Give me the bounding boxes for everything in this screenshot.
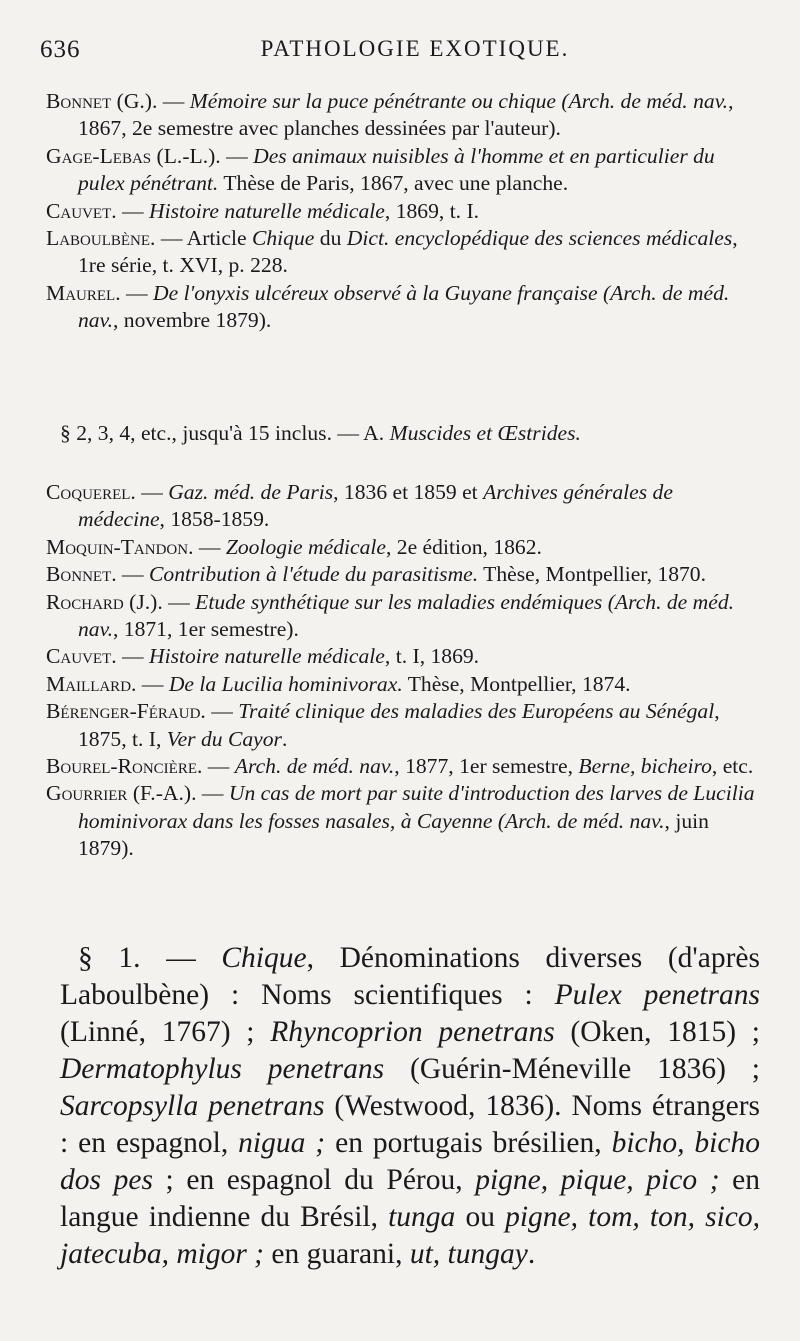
entry-title-text: Traité clinique des maladies des Européens au Sénégal [238,699,715,724]
entry-author: Cauvet. [46,644,117,669]
entry-dash: — [202,754,235,779]
entry-author: Maurel. [46,280,121,305]
bibliography-list-2 [46,479,758,863]
entry-title-text: De la Lucilia hominivorax. [168,671,403,696]
body-text-run: en portugais brésilien, [325,1127,612,1159]
entry-dash: — [120,280,153,305]
body-text-run: § 1. — [78,942,222,974]
entry-detail-text: Thèse, Montpellier, 1870. [478,562,706,587]
entry-detail-text: , juin 1879). [78,808,709,861]
entry-dash: — [193,534,226,559]
section-heading [60,420,760,447]
section-heading-title: Muscides et Œstrides. [389,421,581,445]
bibliography-entry [46,671,758,698]
body-italic-text: Rhyncoprion penetrans [270,1016,555,1048]
bibliography-entry [46,88,758,143]
bibliography-entry [46,225,758,280]
entry-dash: — [116,562,150,587]
entry-detail-text: Thèse, Montpellier, 1874. [402,671,631,696]
entry-title-text: Etude synthétique sur les maladies endémiques (Arch. de méd. nav. [78,589,735,642]
entry-detail-text: du [314,226,347,251]
entry-author: Bonnet. [46,562,117,587]
entry-detail-text: Article [186,226,252,251]
entry-dash: — [136,671,169,696]
body-text-run: ou [455,1201,506,1233]
entry-title-text: Contribution à l'étude du parasitisme. [149,562,479,587]
page-number: 636 [40,36,81,63]
entry-title-text: Histoire naturelle médicale [149,198,385,223]
entry-title-text: De l'onyxis ulcéreux observé à la Guyane française (Arch. de méd. nav. [78,280,730,333]
entry-detail-text: , 1836 et 1859 et [333,480,484,504]
entry-title-text: Mémoire sur la puce pénétrante ou chique (Arch. de méd. nav. [189,89,729,113]
body-paragraph [60,940,760,1273]
entry-title-text: Ver du Cayor [166,726,282,751]
bibliography-entry [46,143,758,198]
bibliography-entry [46,643,758,670]
entry-detail-text: , novembre 1879). [112,308,272,333]
body-text-run: ; en espagnol du Pérou, [152,1164,476,1196]
body-italic-text: pigne, pique, pico ; [475,1164,720,1196]
body-italic-text: Pulex penetrans [554,979,760,1011]
entry-title-text: Dict. encyclopédique des sciences médicales [346,226,733,251]
body-text-run: (Oken, 1815) ; [554,1016,760,1048]
entry-title-text: Arch. de méd. nav. [234,754,395,779]
entry-author: Moquin-Tandon. [46,534,194,559]
entry-title-text: Zoologie médicale [225,534,386,559]
body-italic-text: nigua ; [238,1127,326,1159]
entry-title-text: Berne, bicheiro [578,754,712,779]
entry-title-text: Un cas de mort par suite d'introduction des larves de Lucilia hominivorax dans les fosses nasales, à Cayenne (Arch. de méd. nav. [78,781,755,833]
entry-detail-text: , 2e édition, 1862. [385,534,542,559]
entry-detail-text: , etc. [711,754,754,779]
entry-dash: — [155,226,187,251]
entry-author: Coquerel. [46,480,136,504]
entry-author: Bourel-Roncière. [46,754,203,779]
entry-author: Rochard (J.). [46,589,163,614]
body-italic-text: tunga [388,1201,456,1233]
entry-title-text: Archives générales de médecine [78,480,673,532]
bibliography-entry [46,698,758,753]
body-text [60,940,760,1273]
bibliography-entry [46,534,758,561]
body-italic-text: bicho, bicho dos pes [60,1127,760,1196]
entry-dash: — [196,781,229,806]
body-italic-text: ut, tungay [409,1238,528,1270]
body-text-run: (Linné, 1767) ; [60,1016,271,1048]
entry-dash: — [205,699,239,724]
entry-detail-text: . [281,726,288,751]
entry-dash: — [116,198,150,223]
body-italic-text: Chique [221,942,307,974]
body-text-run: (Westwood, 1836). Noms étrangers : en espagnol, [60,1090,760,1159]
bibliography-entry [46,280,758,335]
entry-detail-text: , 1re série, t. XVI, p. 228. [78,226,738,278]
entry-detail-text: , t. I, 1869. [384,644,480,669]
entry-detail-text: , 1869, t. I. [384,198,480,223]
section-heading-prefix: § 2, 3, 4, etc., jusqu'à 15 inclus. — A. [60,421,390,445]
entry-dash: — [220,143,254,168]
entry-author: Bonnet (G.). [46,89,158,113]
bibliography-entry [46,479,758,534]
bibliography-entry [46,561,758,588]
body-text-run: . [527,1238,536,1270]
entry-author: Gage-Lebas (L.-L.). [46,143,221,168]
body-italic-text: Dermatophylus penetrans [60,1053,385,1085]
entry-detail-text: , 1877, 1er semestre, [394,754,579,779]
bibliography-entry [46,753,758,780]
body-italic-text: pigne, tom, ton, sico, jatecuba, migor ; [60,1201,761,1270]
entry-title-text: Gaz. méd. de Paris [168,480,334,504]
entry-detail-text: Thèse de Paris, 1867, avec une planche. [218,171,569,196]
entry-detail-text: , 1871, 1er semestre). [112,617,299,642]
entry-dash: — [135,480,169,504]
entry-author: Gourrier (F.-A.). [46,781,197,806]
entry-dash: — [116,644,150,669]
page-header [40,28,760,68]
entry-dash: — [157,89,190,113]
body-italic-text: Sarcopsylla penetrans [60,1090,325,1122]
entry-detail-text: , 1875, t. I, [78,699,720,751]
entry-detail-text: , 1867, 2e semestre avec planches dessinées par l'auteur). [78,89,734,141]
body-text-run: , Dénominations diverses (d'après Laboulbène) : Noms scientifiques : [60,942,760,1011]
entry-title-text: Chique [251,226,315,251]
entry-detail-text: , 1858-1859. [159,507,270,532]
entry-author: Cauvet. [46,198,117,223]
bibliography-entry [46,589,758,644]
entry-title-text: Histoire naturelle médicale [149,644,385,669]
entry-author: Maillard. [46,671,137,696]
entry-author: Bérenger-Féraud. [46,699,206,724]
body-text-run: en guarani, [264,1238,410,1270]
entry-dash: — [162,589,196,614]
bibliography-list-1 [46,88,758,335]
entry-author: Laboulbène. [46,226,156,251]
bibliography-entry [46,780,758,862]
body-text-run: en langue indienne du Brésil, [60,1164,760,1233]
bibliography-entry [46,198,758,225]
running-title: PATHOLOGIE EXOTIQUE. [260,36,570,61]
body-text-run: (Guérin-Méneville 1836) ; [384,1053,760,1085]
entry-title-text: Des animaux nuisibles à l'homme et en particulier du pulex pénétrant. [78,143,715,196]
